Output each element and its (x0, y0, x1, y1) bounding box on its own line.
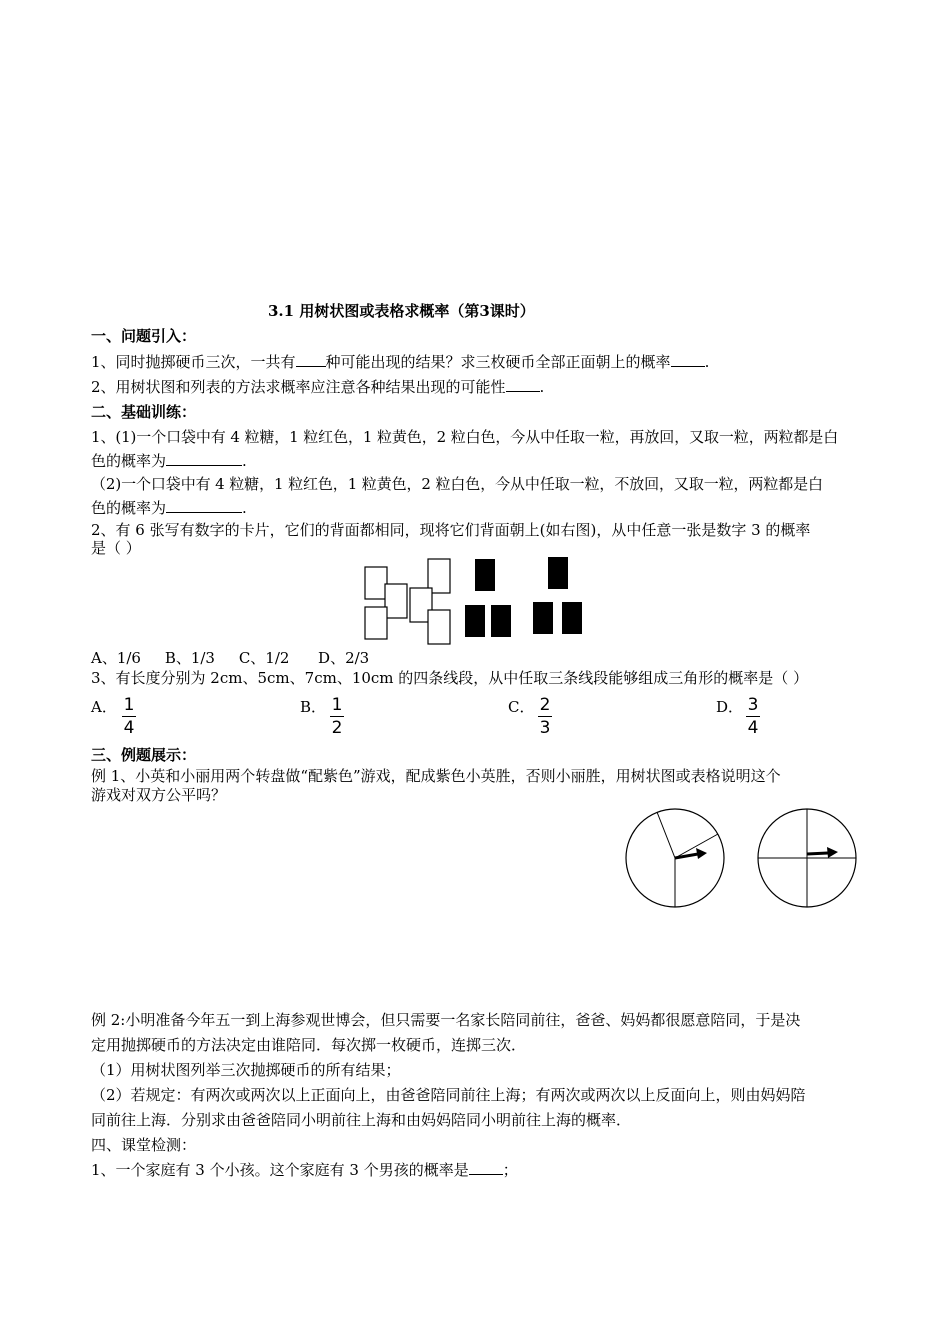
option-d-fraction: 3 4 (747, 695, 759, 738)
card-face (428, 610, 450, 644)
check-question-1: 1、一个家庭有 3 个小孩。这个家庭有 3 个男孩的概率是 ； (91, 1161, 518, 1179)
answer-blank[interactable] (166, 451, 242, 466)
card-face (365, 567, 387, 599)
question-1-1: 1、同时抛掷硬币三次，一共有 种可能出现的结果？求三枚硬币全部正面朝上的概率 . (91, 353, 710, 371)
option-c-fraction: 2 3 (539, 695, 551, 738)
spinner-1 (622, 808, 728, 908)
section-3-heading: 三、例题展示： (91, 746, 197, 764)
card-back[interactable] (491, 605, 511, 637)
option-a-label: A． (91, 698, 117, 716)
example-2-line2: 定用抛掷硬币的方法决定由谁陪同．每次掷一枚硬币，连掷三次． (91, 1036, 527, 1054)
answer-blank[interactable] (166, 498, 242, 513)
question-1-2: 2、用树状图和列表的方法求概率应注意各种结果出现的可能性 . (91, 378, 545, 396)
section-1-heading: 一、问题引入： (91, 327, 197, 345)
answer-blank[interactable] (506, 377, 540, 392)
cards-figure (360, 555, 590, 647)
example-1-line1: 例 1、小英和小丽用两个转盘做“配紫色”游戏，配成紫色小英胜，否则小丽胜，用树状图或表格说明这个 (91, 767, 781, 785)
practice-2-options: A、1/6 B、1/3 C、1/2 D、2/3 (91, 649, 370, 667)
practice-2-line2: 是（ ） (91, 539, 141, 557)
card-back[interactable] (562, 602, 582, 634)
example-2-question-2-line1: （2）若规定：有两次或两次以上正面向上，由爸爸陪同前往上海；有两次或两次以上反面向上，则由妈妈陪 (91, 1086, 806, 1104)
option-b-label: B． (300, 698, 327, 716)
example-1-line2: 游戏对双方公平吗？ (91, 786, 227, 804)
card-back[interactable] (548, 557, 568, 589)
practice-1-part2-line1: （2)一个口袋中有 4 粒糖，1 粒红色，1 粒黄色，2 粒白色，今从中任取一粒，不放回，又取一粒，两粒都是白 (91, 475, 823, 493)
answer-blank[interactable] (296, 352, 326, 367)
page-title: 3.1 用树状图或表格求概率（第3课时） (268, 302, 535, 320)
practice-1-part1-line1: 1、(1)一个口袋中有 4 粒糖，1 粒红色，1 粒黄色，2 粒白色，今从中任取一粒，再放回，又取一粒，两粒都是白 (91, 428, 839, 446)
card-back[interactable] (475, 559, 495, 591)
practice-3: 3、有长度分别为 2cm、5cm、7cm、10cm 的四条线段，从中任取三条线段能够组成三角形的概率是（ ） (91, 669, 809, 687)
option-d-label: D． (716, 698, 744, 716)
practice-2-line1: 2、有 6 张写有数字的卡片，它们的背面都相同，现将它们背面朝上(如右图)，从中任意一张是数字 3 的概率 (91, 521, 811, 539)
spinner-2 (754, 808, 860, 908)
example-2-question-2-line2: 同前往上海．分别求由爸爸陪同小明前往上海和由妈妈陪同小明前往上海的概率． (91, 1111, 632, 1129)
card-back[interactable] (533, 602, 553, 634)
section-4-heading: 四、课堂检测： (91, 1136, 197, 1154)
card-face (365, 607, 387, 639)
card-face (385, 584, 407, 618)
option-b-fraction: 1 2 (331, 695, 343, 738)
practice-1-part2-line2: 色的概率为 . (91, 499, 247, 517)
card-back[interactable] (465, 605, 485, 637)
answer-blank[interactable] (671, 352, 705, 367)
example-2-line1: 例 2:小明准备今年五一到上海参观世博会，但只需要一名家长陪同前往，爸爸、妈妈都很愿意陪同，于是决 (91, 1011, 801, 1029)
section-2-heading: 二、基础训练： (91, 403, 197, 421)
option-c-label: C． (508, 698, 535, 716)
answer-blank[interactable] (469, 1160, 503, 1175)
practice-1-part1-line2: 色的概率为 . (91, 452, 247, 470)
example-2-question-1: （1）用树状图列举三次抛掷硬币的所有结果； (91, 1061, 401, 1079)
option-a-fraction: 1 4 (123, 695, 135, 738)
